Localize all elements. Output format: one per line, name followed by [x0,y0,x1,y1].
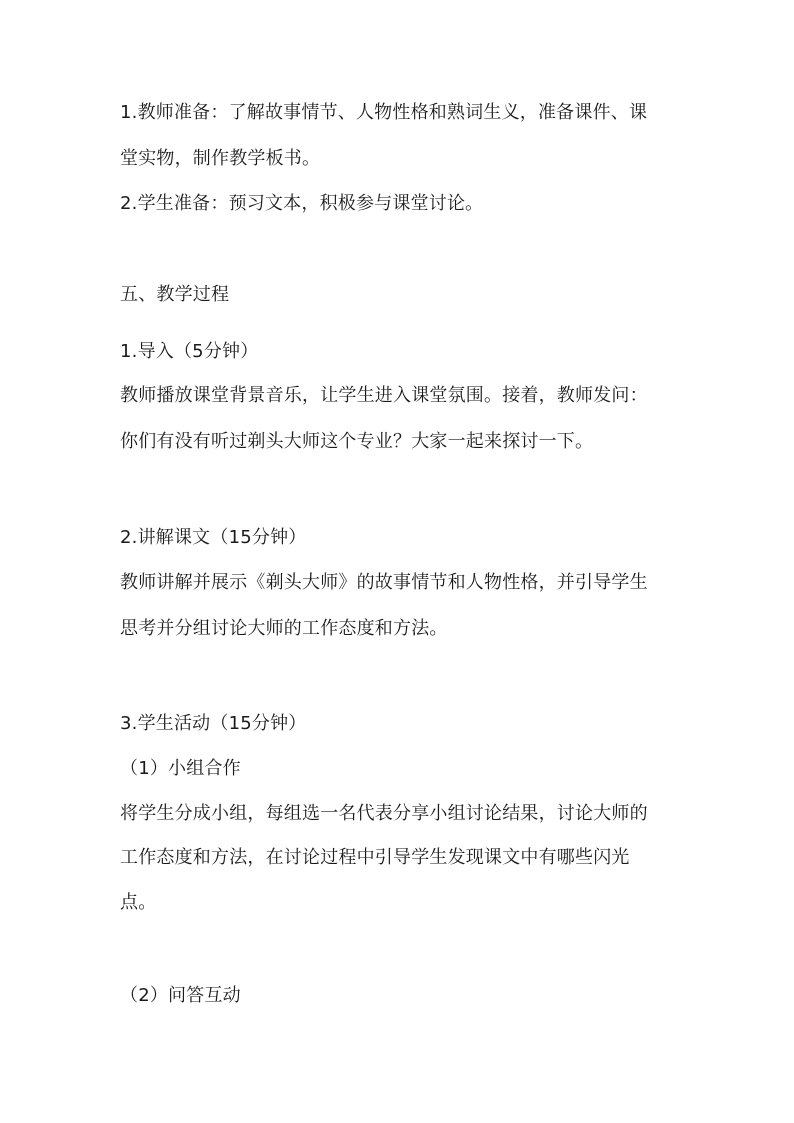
introduction-line-1: 教师播放课堂背景音乐，让学生进入课堂氛围。接着，教师发问： [120,385,648,406]
teacher-preparation-line-2: 堂实物，制作教学板书。 [120,148,321,169]
step-heading-student-activity: 3.学生活动（15分钟） [120,713,307,734]
group-cooperation-line-1: 将学生分成小组，每组选一名代表分享小组讨论结果，讨论大师的 [120,803,648,824]
section-heading-teaching-process: 五、教学过程 [120,284,230,305]
student-preparation-line: 2.学生准备：预习文本，积极参与课堂讨论。 [120,193,484,214]
group-cooperation-line-3: 点。 [120,892,157,913]
text-explanation-line-2: 思考并分组讨论大师的工作态度和方法。 [120,618,448,639]
step-heading-text-explanation: 2.讲解课文（15分钟） [120,527,307,548]
step-heading-introduction: 1.导入（5分钟） [120,341,259,362]
subheading-group-cooperation: （1）小组合作 [120,758,241,779]
introduction-line-2: 你们有没有听过剃头大师这个专业？大家一起来探讨一下。 [120,431,594,452]
group-cooperation-line-2: 工作态度和方法，在讨论过程中引导学生发现课文中有哪些闪光 [120,847,630,868]
subheading-qa-interaction: （2）问答互动 [120,985,241,1006]
teacher-preparation-line-1: 1.教师准备：了解故事情节、人物性格和熟词生义，准备课件、课 [120,102,648,123]
text-explanation-line-1: 教师讲解并展示《剃头大师》的故事情节和人物性格，并引导学生 [120,572,648,593]
